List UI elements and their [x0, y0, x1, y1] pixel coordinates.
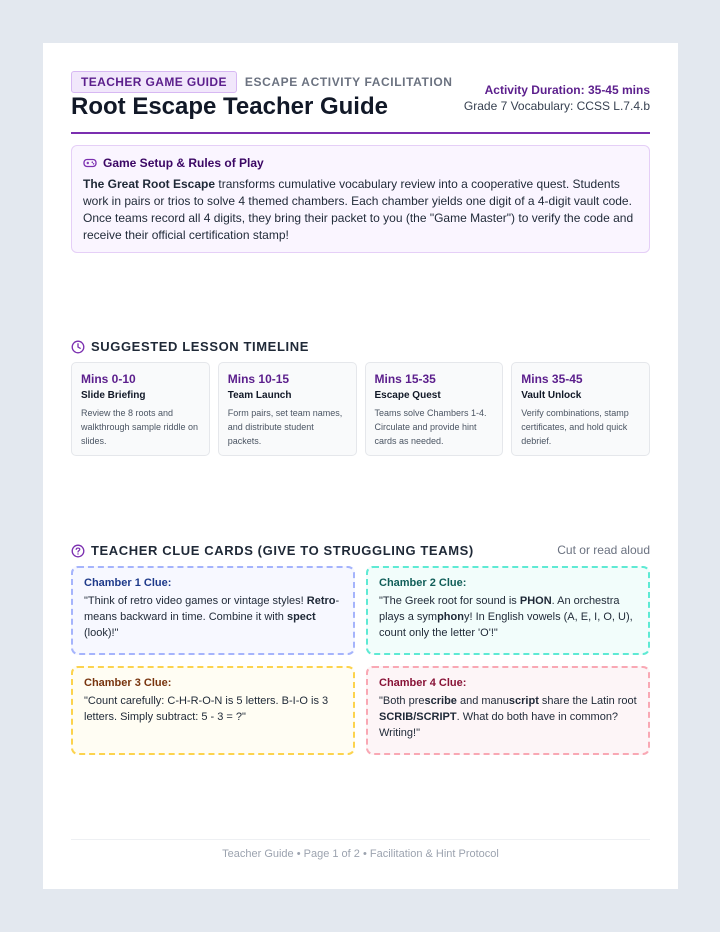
timeline-heading — [71, 339, 309, 354]
page-title: Root Escape Teacher Guide — [71, 93, 388, 120]
clue-text — [379, 693, 637, 741]
grade-standard: Grade 7 Vocabulary: CCSS L.7.4.b — [463, 99, 650, 113]
clue-segment: . An orchestra plays a sym — [379, 595, 620, 623]
clue-keyword: scribe — [424, 695, 457, 707]
activity-duration: Activity Duration: 35-45 mins — [484, 83, 650, 97]
clue-keyword: phon — [437, 611, 464, 623]
clues-heading — [71, 543, 474, 558]
header-tags — [71, 71, 453, 93]
clue-segment: y! In English vowels (A, E, I, O, U), count only the letter 'O'!" — [379, 611, 633, 639]
clue-segment: share the Latin root — [538, 695, 637, 707]
clue-segment: - means backward in time. Combine it with — [84, 595, 340, 623]
question-circle-icon — [71, 544, 85, 558]
clock-icon — [71, 340, 85, 354]
timeline-card — [218, 362, 357, 456]
clue-title: Chamber 1 Clue: — [84, 577, 172, 589]
timeline-mins: Mins 15-35 — [374, 372, 436, 386]
timeline-card — [511, 362, 650, 456]
timeline-card — [365, 362, 504, 456]
clue-keyword: Retro — [306, 595, 336, 607]
timeline-mins: Mins 35-45 — [521, 372, 583, 386]
clue-text — [84, 693, 342, 725]
timeline-heading-text: SUGGESTED LESSON TIMELINE — [91, 339, 309, 354]
clue-keyword: spect — [286, 611, 316, 623]
clue-segment: . What do both have in common? Writing!" — [379, 711, 619, 739]
header-meta — [464, 83, 650, 113]
setup-text: transforms cumulative vocabulary review into a cooperative quest. Students work in pairs or trios to solve 4 themed chambers. Each chamber yields one digit of a 4-digit vault code. Once teams record all 4 digits, they bring their packet to you (the "Game Master") to verify the code and receive their official certification stamp! — [83, 177, 634, 242]
timeline-desc: Form pairs, set team names, and distribute student packets. — [227, 408, 343, 446]
setup-box — [71, 145, 650, 253]
footer-divider — [71, 839, 650, 840]
timeline-mins: Mins 10-15 — [227, 372, 290, 386]
timeline-step: Vault Unlock — [521, 390, 582, 401]
clue-text — [379, 593, 637, 641]
timeline-desc: Review the 8 roots and walkthrough sample riddle on slides. — [81, 408, 199, 446]
timeline-step: Slide Briefing — [81, 390, 146, 401]
timeline-step: Team Launch — [227, 390, 292, 401]
clue-card — [71, 566, 355, 655]
clue-segment: and manu — [456, 695, 509, 707]
timeline-cards — [71, 362, 650, 456]
clue-text — [84, 593, 342, 641]
timeline-desc: Teams solve Chambers 1-4. Circulate and provide hint cards as needed. — [374, 408, 487, 446]
setup-heading-text: Game Setup & Rules of Play — [103, 156, 264, 170]
clue-keyword: SCRIB/SCRIPT — [379, 711, 457, 723]
timeline-card — [71, 362, 210, 456]
clue-title: Chamber 3 Clue: — [84, 677, 172, 689]
clue-title: Chamber 4 Clue: — [379, 677, 467, 689]
clue-keyword: PHON — [519, 595, 552, 607]
clue-card — [366, 666, 650, 755]
clue-segment: "The Greek root for sound is — [379, 595, 520, 607]
setup-body — [83, 176, 638, 244]
clue-title: Chamber 2 Clue: — [379, 577, 467, 589]
header-subtitle: ESCAPE ACTIVITY FACILITATION — [244, 75, 453, 89]
timeline-mins: Mins 0-10 — [81, 372, 136, 386]
clue-segment: "Count carefully: C-H-R-O-N is 5 letters. B-I-O is 3 letters. Simply subtract: 5 - 3 = ?" — [84, 695, 329, 723]
clue-segment: (look)!" — [84, 627, 119, 639]
clues-note: Cut or read aloud — [557, 543, 650, 557]
setup-lead: The Great Root Escape — [83, 177, 216, 191]
header-divider — [71, 132, 650, 134]
document-page — [43, 43, 678, 889]
clue-card — [71, 666, 355, 755]
page-footer: Teacher Guide • Page 1 of 2 • Facilitation & Hint Protocol — [222, 848, 499, 860]
gamepad-icon — [83, 157, 97, 169]
clue-card — [366, 566, 650, 655]
guide-badge: TEACHER GAME GUIDE — [71, 71, 237, 93]
timeline-step: Escape Quest — [374, 390, 441, 401]
clue-segment: "Think of retro video games or vintage styles! — [84, 595, 307, 607]
clue-cards — [71, 566, 650, 755]
clues-heading-text: TEACHER CLUE CARDS (GIVE TO STRUGGLING TEAMS) — [91, 543, 474, 558]
timeline-desc: Verify combinations, stamp certificates, and hold quick debrief. — [521, 408, 629, 446]
setup-heading — [83, 156, 638, 170]
clue-segment: "Both pre — [379, 695, 425, 707]
clue-keyword: script — [508, 695, 539, 707]
